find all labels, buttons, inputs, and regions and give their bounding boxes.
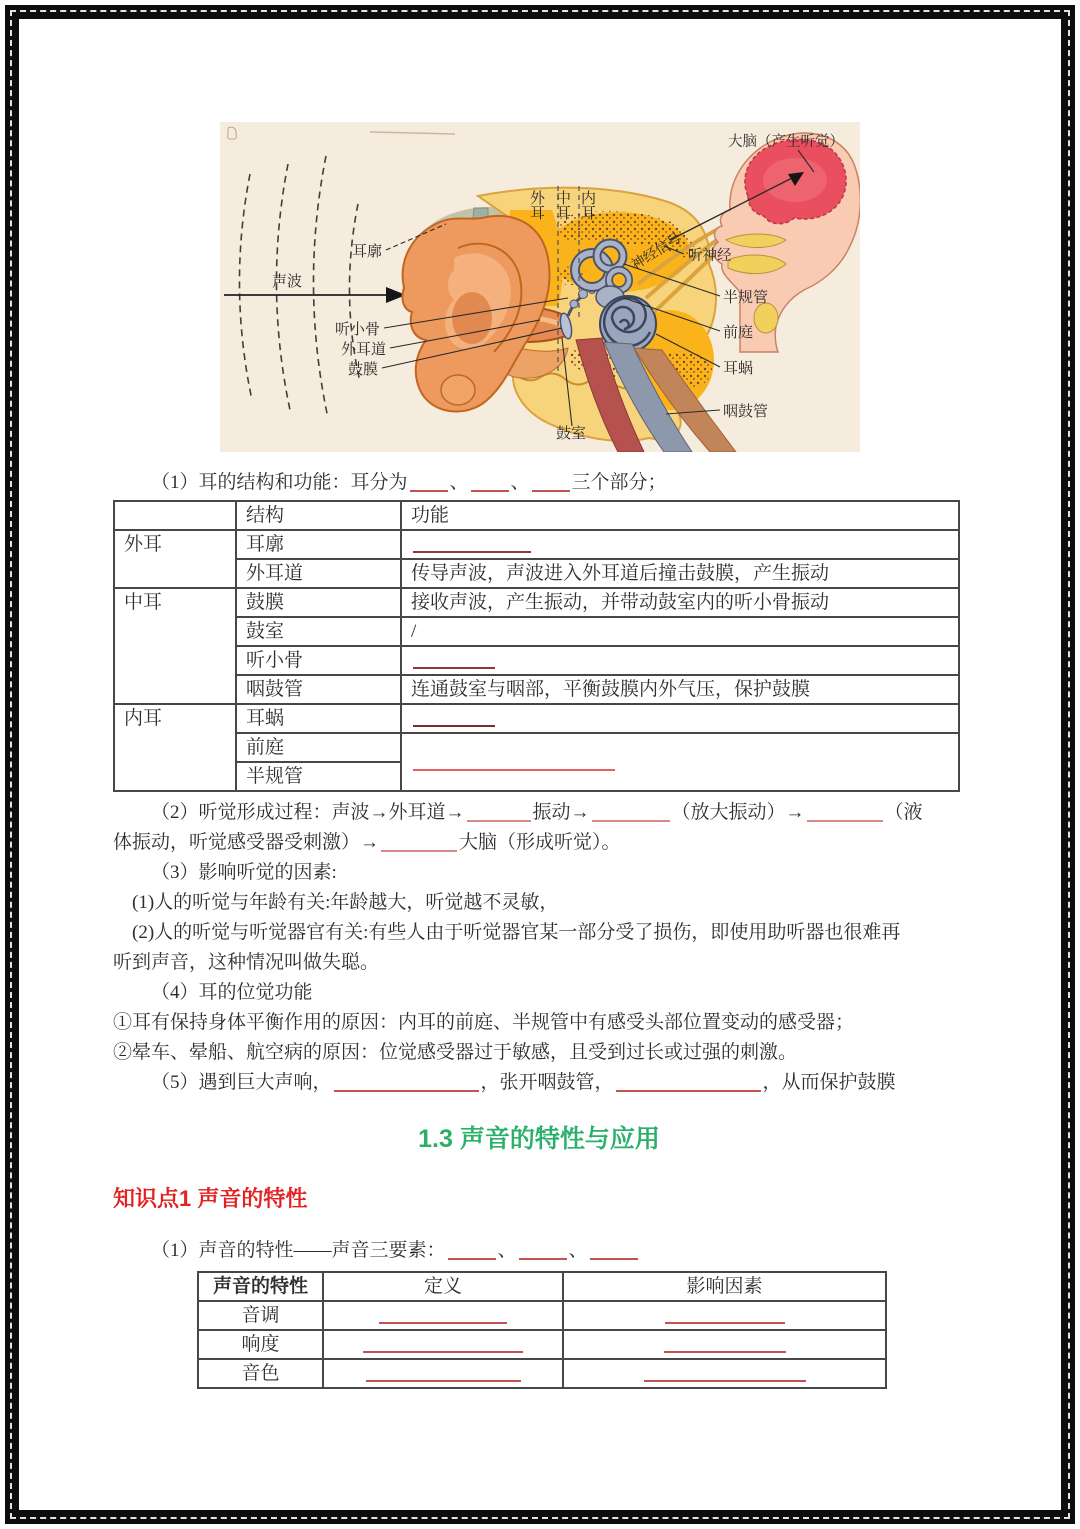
- fill-in-blank: [616, 1071, 761, 1092]
- text-segment: 大脑（形成听觉）。: [459, 832, 621, 853]
- paragraph-hearing-process-line2: [113, 828, 965, 858]
- cell-eustachian-tube: 咽鼓管: [236, 675, 401, 704]
- table-row: [198, 1359, 886, 1388]
- label-tympanic-cavity: 鼓室: [556, 426, 587, 442]
- text-segment: 振动→: [532, 802, 590, 823]
- text-segment: ，从而保护鼓膜: [762, 1072, 896, 1093]
- table-row: [114, 733, 959, 762]
- label-cochlea: 耳蜗: [723, 361, 754, 377]
- header-definition: 定义: [323, 1272, 563, 1301]
- paragraph-factor-organ-line1: (2)人的听觉与听觉器官有关:有些人由于听觉器官某一部分受了损伤，即使用助听器也很难再: [132, 922, 901, 943]
- text-segment: （5）遇到巨大声响，: [151, 1072, 332, 1093]
- ear-lobe: [441, 375, 475, 405]
- fill-in-blank: [410, 471, 448, 492]
- label-semicircular-canal: 半规管: [723, 290, 769, 306]
- text-segment: 、: [568, 1240, 588, 1261]
- table-row: [114, 646, 959, 675]
- paragraph-position-sense-title: （4）耳的位觉功能: [151, 982, 313, 1003]
- cell-timbre: 音色: [198, 1359, 323, 1388]
- paragraph-balance-reason: ①耳有保持身体平衡作用的原因：内耳的前庭、半规管中有感受头部位置变动的感受器；: [113, 1012, 855, 1033]
- fill-in-blank: [413, 750, 615, 771]
- fill-in-blank: [664, 1332, 786, 1353]
- cell-pitch: 音调: [198, 1301, 323, 1330]
- table-row: [114, 559, 959, 588]
- group-outer-ear: 外耳: [114, 530, 236, 588]
- fill-in-blank: [665, 1303, 785, 1324]
- fill-in-blank: [381, 831, 457, 852]
- fill-in-blank: [413, 648, 495, 669]
- table-row: [114, 530, 959, 559]
- fill-in-blank: [807, 801, 883, 822]
- paragraph-hearing-process-line1: [113, 798, 965, 828]
- ossicle-malleus: [570, 300, 578, 308]
- table-row: [114, 501, 959, 530]
- header-feature: 声音的特性: [198, 1272, 323, 1301]
- label-region-outer-ear: 外耳: [528, 190, 544, 220]
- paragraph-hearing-factors-title: （3）影响听觉的因素:: [151, 862, 337, 883]
- cell-pinna: 耳廓: [236, 530, 401, 559]
- section-title: 1.3 声音的特性与应用: [418, 1125, 660, 1153]
- fill-in-blank: [334, 1071, 479, 1092]
- label-auditory-nerve: 听神经: [688, 248, 732, 264]
- knowledge-point-heading: 知识点1 声音的特性: [113, 1186, 308, 1211]
- fill-in-blank: [379, 1303, 507, 1324]
- label-ossicles: 听小骨: [334, 322, 380, 338]
- fill-in-blank: [592, 801, 670, 822]
- document-body: [19, 468, 1061, 1389]
- cell-timbre-definition: [323, 1359, 563, 1388]
- text-segment: 体振动，听觉感受器受刺激）→: [113, 832, 380, 853]
- paragraph-ear-structure-intro: [113, 468, 965, 498]
- fill-in-blank: [519, 1239, 567, 1260]
- label-sound-wave: 声波: [272, 274, 303, 290]
- cell-ear-canal: 外耳道: [236, 559, 401, 588]
- header-structure: 结构: [236, 501, 401, 530]
- label-eustachian-tube: 咽鼓管: [723, 404, 769, 420]
- fill-in-blank: [413, 706, 495, 727]
- label-pinna: 耳廓: [351, 244, 382, 260]
- cell-eardrum-function: 接收声波，产生振动，并带动鼓室内的听小骨振动: [401, 588, 959, 617]
- cell-pitch-definition: [323, 1301, 563, 1330]
- text-segment: 、: [510, 472, 530, 493]
- fill-in-blank: [366, 1361, 521, 1382]
- cell-loudness-definition: [323, 1330, 563, 1359]
- cell-eardrum: 鼓膜: [236, 588, 401, 617]
- text-segment: 三个部分；: [571, 472, 667, 493]
- table-row: [114, 617, 959, 646]
- label-vestibule: 前庭: [723, 325, 754, 341]
- header-function: 功能: [401, 501, 959, 530]
- cell-ear-canal-function: 传导声波，声波进入外耳道后撞击鼓膜，产生振动: [401, 559, 959, 588]
- text-segment: 、: [497, 1240, 517, 1261]
- label-brain: 大脑（产生听觉）: [728, 134, 844, 150]
- cell-tympanic-cavity-function: /: [401, 617, 959, 646]
- text-segment: （2）听觉形成过程：声波→外耳道→: [151, 802, 465, 823]
- table-row: [198, 1272, 886, 1301]
- paragraph-factor-age: (1)人的听觉与年龄有关:年龄越大，听觉越不灵敏，: [132, 892, 559, 913]
- paragraph-loud-sound-protection: [113, 1068, 965, 1098]
- label-region-inner-ear: 内耳: [579, 190, 595, 220]
- cell-cochlea: 耳蜗: [236, 704, 401, 733]
- table-row: [198, 1330, 886, 1359]
- cell-ossicles-function: [401, 646, 959, 675]
- fill-in-blank: [471, 471, 509, 492]
- fill-in-blank: [467, 801, 531, 822]
- table-row: [114, 588, 959, 617]
- fill-in-blank: [532, 471, 570, 492]
- group-middle-ear: 中耳: [114, 588, 236, 704]
- paragraph-motion-sickness: ②晕车、晕船、航空病的原因：位觉感受器过于敏感，且受到过长或过强的刺激。: [113, 1042, 798, 1063]
- cell-timbre-factor: [563, 1359, 886, 1388]
- cell-loudness: 响度: [198, 1330, 323, 1359]
- fill-in-blank: [448, 1239, 496, 1260]
- cell-pitch-factor: [563, 1301, 886, 1330]
- cell-loudness-factor: [563, 1330, 886, 1359]
- pinna-concha: [452, 292, 492, 344]
- fill-in-blank: [363, 1332, 523, 1353]
- text-segment: （1）声音的特性——声音三要素：: [151, 1240, 446, 1261]
- text-segment: 、: [449, 472, 469, 493]
- label-ear-canal: 外耳道: [340, 342, 386, 358]
- cell-vestibule: 前庭: [236, 733, 401, 762]
- document-page: [19, 19, 1061, 1510]
- ear-structure-function-table: [113, 500, 960, 792]
- cell-vestibule-semicircular-function: [401, 733, 959, 791]
- sound-characteristics-table: [197, 1271, 887, 1389]
- table-row: [114, 704, 959, 733]
- paragraph-sound-three-elements: [113, 1236, 965, 1266]
- label-region-middle-ear: 中耳: [554, 190, 570, 220]
- cell-ossicles: 听小骨: [236, 646, 401, 675]
- fill-in-blank: [590, 1239, 638, 1260]
- fill-in-blank: [413, 532, 531, 553]
- text-segment: （液: [884, 802, 923, 823]
- throat-shape: [754, 303, 778, 333]
- text-segment: （1）耳的结构和功能：耳分为: [151, 472, 408, 493]
- ear-diagram-svg: [220, 122, 860, 452]
- table-row: [198, 1301, 886, 1330]
- fill-in-blank: [644, 1361, 806, 1382]
- text-segment: （放大振动）→: [671, 802, 805, 823]
- ear-anatomy-figure: [220, 122, 860, 452]
- cell-semicircular-canal: 半规管: [236, 762, 401, 791]
- empty-header-cell: [114, 501, 236, 530]
- cell-cochlea-function: [401, 704, 959, 733]
- paragraph-factor-organ-line2: 听到声音，这种情况叫做失聪。: [113, 952, 380, 973]
- text-segment: ，张开咽鼓管，: [480, 1072, 614, 1093]
- cell-tympanic-cavity: 鼓室: [236, 617, 401, 646]
- header-factor: 影响因素: [563, 1272, 886, 1301]
- cell-pinna-function: [401, 530, 959, 559]
- group-inner-ear: 内耳: [114, 704, 236, 791]
- cell-eustachian-tube-function: 连通鼓室与咽部，平衡鼓膜内外气压，保护鼓膜: [401, 675, 959, 704]
- label-nerve-signal: 神经信号: [629, 230, 685, 274]
- label-eardrum: 鼓膜: [347, 362, 378, 378]
- table-row: [114, 675, 959, 704]
